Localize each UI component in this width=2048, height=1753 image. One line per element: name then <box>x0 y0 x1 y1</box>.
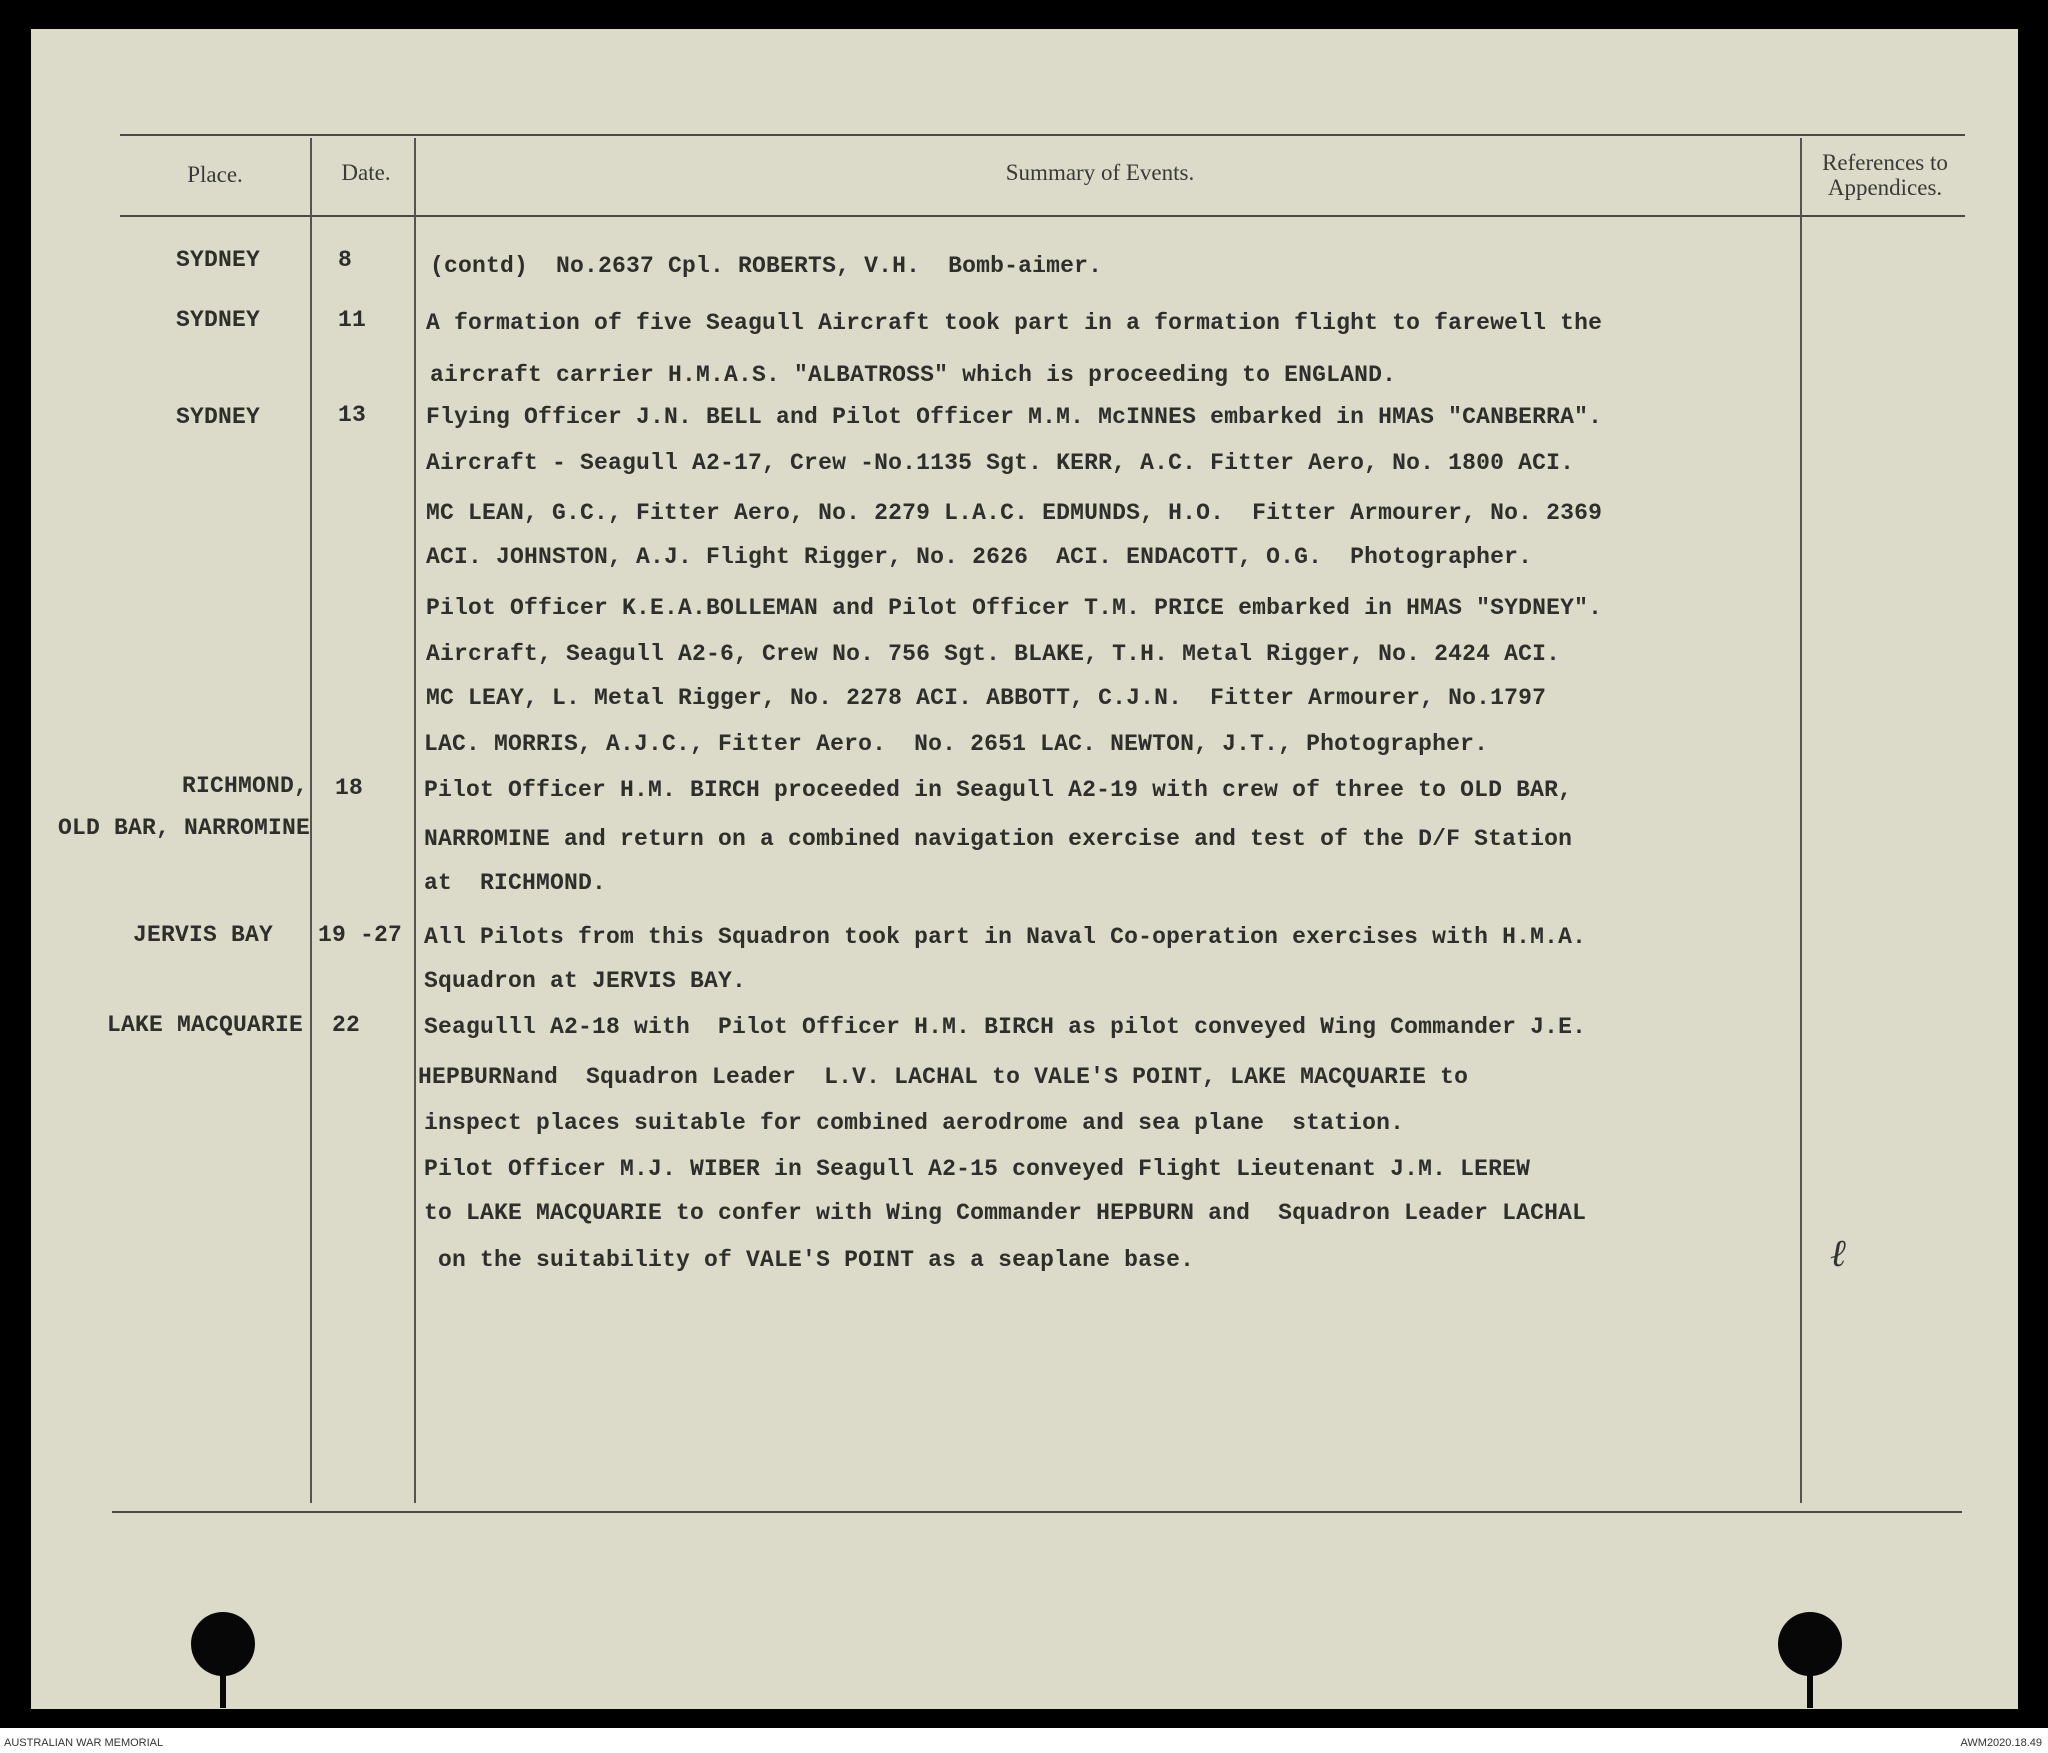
header-references <box>1790 150 1980 200</box>
entry-line: on the suitability of VALE'S POINT as a seaplane base. <box>424 1247 1195 1273</box>
entry-line: Aircraft - Seagull A2-17, Crew -No.1135 Sgt. KERR, A.C. Fitter Aero, No. 1800 ACI. <box>426 450 1575 476</box>
entry-line: ACI. JOHNSTON, A.J. Flight Rigger, No. 2626 ACI. ENDACOTT, O.G. Photographer. <box>426 544 1533 570</box>
entry-date: 8 <box>338 247 353 273</box>
entry-line: Pilot Officer H.M. BIRCH proceeded in Seagull A2-19 with crew of three to OLD BAR, <box>424 777 1573 803</box>
entry-place-line2: OLD BAR, NARROMINE <box>58 815 311 841</box>
entry-line: NARROMINE and return on a combined navigation exercise and test of the D/F Station <box>424 826 1573 852</box>
punch-hole-right <box>1778 1612 1842 1676</box>
summary-references-divider <box>1800 138 1802 1503</box>
entry-line: LAC. MORRIS, A.J.C., Fitter Aero. No. 2651 LAC. NEWTON, J.T., Photographer. <box>424 731 1489 757</box>
place-date-divider <box>310 138 312 1503</box>
punch-hole-left-slot <box>220 1668 226 1708</box>
footer-bar <box>0 1728 2048 1753</box>
top-rule <box>120 134 1965 136</box>
entry-place: LAKE MACQUARIE <box>106 1012 303 1038</box>
entry-line: Squadron at JERVIS BAY. <box>424 968 747 994</box>
entry-line: All Pilots from this Squadron took part in Naval Co-operation exercises with H.M.A. <box>424 924 1587 950</box>
entry-line: to LAKE MACQUARIE to confer with Wing Commander HEPBURN and Squadron Leader LACHAL <box>424 1200 1587 1226</box>
entry-date: 22 <box>332 1012 361 1038</box>
header-rule <box>120 215 1965 217</box>
entry-line: (contd) No.2637 Cpl. ROBERTS, V.H. Bomb-aimer. <box>430 253 1103 279</box>
bottom-rule <box>112 1511 1962 1513</box>
entry-line: A formation of five Seagull Aircraft took part in a formation flight to farewell the <box>426 310 1603 336</box>
entry-place: SYDNEY <box>175 307 260 333</box>
punch-hole-left <box>191 1612 255 1676</box>
entry-line: MC LEAN, G.C., Fitter Aero, No. 2279 L.A.C. EDMUNDS, H.O. Fitter Armourer, No. 2369 <box>426 500 1603 526</box>
entry-line: Seagulll A2-18 with Pilot Officer H.M. BIRCH as pilot conveyed Wing Commander J.E. <box>424 1014 1587 1040</box>
entry-line: HEPBURNand Squadron Leader L.V. LACHAL to VALE'S POINT, LAKE MACQUARIE to <box>418 1064 1469 1090</box>
footer-source: AUSTRALIAN WAR MEMORIAL <box>4 1737 164 1749</box>
entry-place: SYDNEY <box>175 247 260 273</box>
entry-place: SYDNEY <box>175 404 260 430</box>
header-summary: Summary of Events. <box>1005 160 1195 185</box>
handwritten-initial-mark: ℓ <box>1830 1233 1846 1275</box>
entry-line: aircraft carrier H.M.A.S. "ALBATROSS" which is proceeding to ENGLAND. <box>430 362 1397 388</box>
entry-date: 19 -27 <box>318 922 403 948</box>
entry-date: 18 <box>335 775 364 801</box>
entry-date: 11 <box>338 307 367 333</box>
entry-line: MC LEAY, L. Metal Rigger, No. 2278 ACI. ABBOTT, C.J.N. Fitter Armourer, No.1797 <box>426 685 1547 711</box>
entry-place: RICHMOND, <box>181 773 308 799</box>
header-place: Place. <box>187 162 243 187</box>
entry-line: Aircraft, Seagull A2-6, Crew No. 756 Sgt. BLAKE, T.H. Metal Rigger, No. 2424 ACI. <box>426 641 1561 667</box>
entry-place: JERVIS BAY <box>132 922 273 948</box>
entry-date: 13 <box>338 402 367 428</box>
entry-line: Pilot Officer M.J. WIBER in Seagull A2-15 conveyed Flight Lieutenant J.M. LEREW <box>424 1156 1531 1182</box>
record-page <box>31 29 2018 1709</box>
entry-line: Pilot Officer K.E.A.BOLLEMAN and Pilot Officer T.M. PRICE embarked in HMAS "SYDNEY". <box>426 595 1603 621</box>
header-references-line2: Appendices. <box>1827 175 1943 200</box>
entry-line: at RICHMOND. <box>424 870 607 896</box>
punch-hole-right-slot <box>1807 1668 1813 1708</box>
footer-record-id: AWM2020.18.49 <box>1960 1737 2042 1749</box>
entry-line: inspect places suitable for combined aerodrome and sea plane station. <box>424 1110 1405 1136</box>
header-date: Date. <box>341 160 391 185</box>
header-references-line1: References to <box>1822 150 1948 175</box>
entry-line: Flying Officer J.N. BELL and Pilot Officer M.M. McINNES embarked in HMAS "CANBERRA". <box>426 404 1603 430</box>
date-summary-divider <box>414 138 416 1503</box>
